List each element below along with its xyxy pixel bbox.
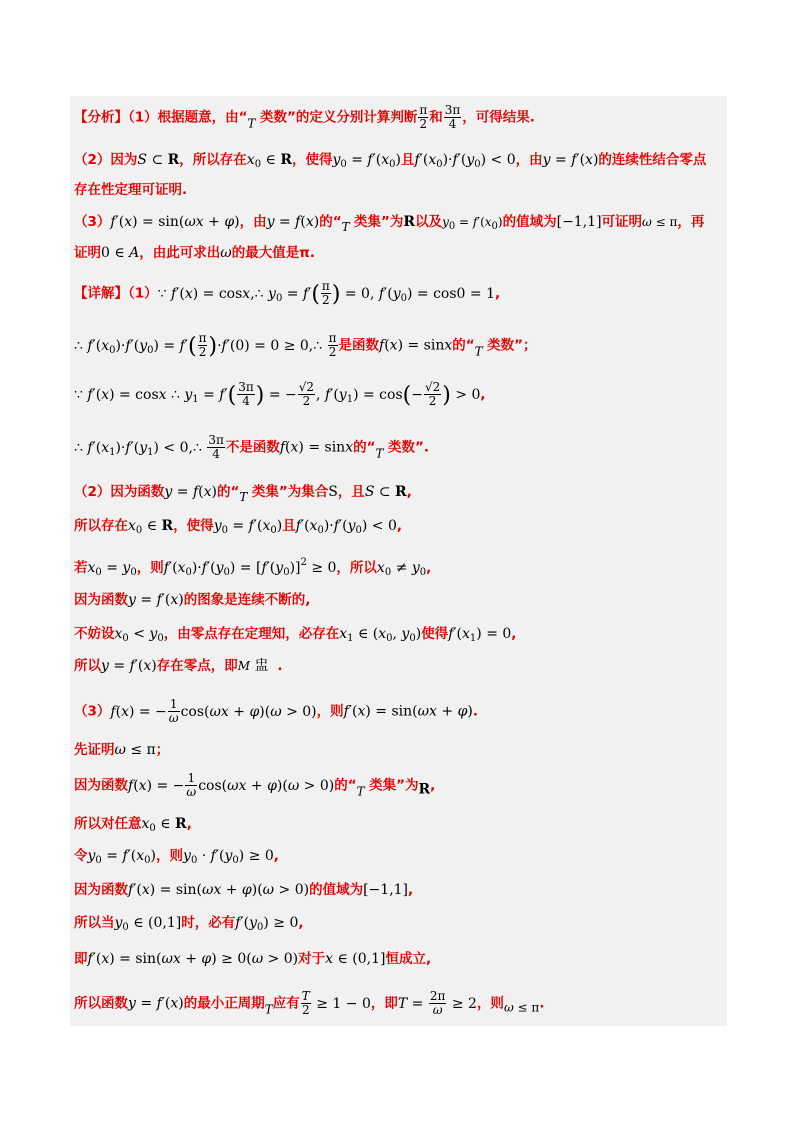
frac-pi-2: $\frac{\pi}{2}$ <box>419 103 428 131</box>
part3-line-1: （3）f(x) = − $\frac{1}{\omega}$ cos(ωx + φ)(ω > 0)，则f′(x) = sin(ωx + φ). <box>74 697 478 725</box>
part2-line-3: 若$x_0 = y_0$，则$f'(x_0)\cdot f'(y_0) = [f'(y_0)]^2 \ge 0$，所以$x_0 \ne y_0$, <box>74 557 432 578</box>
detail-line-1: 【详解】（1）∵ f′(x) = cosx,∴ $y_0 = f'$( $\frac{\pi}{2}$ ) = 0, $f'(y_0) = \cos 0 = 1$, <box>74 279 501 307</box>
part3-line-3: 因为函数f(x) = − $\frac{1}{\omega}$ cos(ωx + φ)(ω > 0)的“T 类集”为R, <box>74 771 436 799</box>
part3-line-2: 先证明ω ≤ π； <box>74 742 170 758</box>
part3-line-9: 所以函数y = f′(x)的最小正周期T应有 $\frac{T}{2}$ ≥ 1 − 0，即T = $\frac{2\pi}{\omega}$ ≥ 2，则ω ≤ π. <box>74 989 545 1017</box>
part3-line-7: 所以当$y_0$ ∈ (0,1]时，必有$f'(y_0) \ge 0$, <box>74 915 304 933</box>
frac-3pi-4: $\frac{3\pi}{4}$ <box>444 103 461 131</box>
part3-line-4: 所以对任意$x_0$ ∈ R, <box>74 816 192 834</box>
part2-line-6: 所以y = f′(x)存在零点，即M 盅 . <box>74 658 283 674</box>
analysis-line-3b: 证明0 ∈ A，由此可求出ω的最大值是π. <box>74 245 316 261</box>
part3-line-5: 令$y_0 = f'(x_0)$，则$y_0 \cdot f'(y_0) \ge 0$, <box>74 848 279 866</box>
part3-line-6: 因为函数f′(x) = sin(ωx + φ)(ω > 0)的值域为[−1,1], <box>74 882 414 898</box>
part3-line-8: 即f′(x) = sin(ωx + φ) ≥ 0(ω > 0)对于x ∈ (0,1]恒成立, <box>74 951 432 967</box>
part2-line-1: （2）因为函数y = f(x)的“T 类集”为集合S，且S ⊂ R, <box>74 484 412 504</box>
detail-line-2: ∴ $f'(x_0)\cdot f'(y_0) = f'$( $\frac{\pi}{2}$ )·f′(0) = 0 ≥ 0,∴ $\frac{\pi}{2}$ 是函数f(x) = sinx的“T 类数”； <box>74 331 537 359</box>
detail-line-4: ∴ $f'(x_1)\cdot f'(y_1)$ < 0,∴ $\frac{3\pi}{4}$ 不是函数f(x) = sinx的“T 类数”. <box>74 433 429 461</box>
analysis-line-1: 【分析】（1）根据题意，由“T 类数”的定义分别计算判断 $\frac{\pi}{2}$ 和 $\frac{3\pi}{4}$ ，可得结果. <box>74 103 535 131</box>
part2-line-4: 因为函数y = f′(x)的图象是连续不断的, <box>74 592 311 608</box>
analysis-line-2: （2）因为S ⊂ R，所以存在$x_0$ ∈ R，使得$y_0 = f'(x_0)$且$f'(x_0)\cdot f'(y_0) < 0$，由y = f′(x)的连续性结合零点 <box>74 152 707 170</box>
analysis-line-3: （3）f′(x) = sin(ωx + φ)，由y = f(x)的“T 类集”为R以及$y_0 = f'(x_0)$的值域为[−1,1]可证明ω ≤ π，再 <box>74 214 705 234</box>
detail-line-3: ∵ f′(x) = cosx ∴ $y_1 = f'$( $\frac{3\pi}{4}$ ) = − $\frac{√2}{2}$ , $f'(y_1) = \cos(-$ $\frac{√2}{2}$ ) > 0, <box>74 380 486 408</box>
analysis-line-2b: 存在性定理可证明. <box>74 182 188 198</box>
part2-line-2: 所以存在$x_0$ ∈ R，使得$y_0 = f'(x_0)$且$f'(x_0)\cdot f'(y_0) < 0$, <box>74 518 402 536</box>
part2-line-5: 不妨设$x_0 < y_0$，由零点存在定理知，必存在$x_1$ ∈ ($x_0$, $y_0$)使得$f'(x_1) = 0$, <box>74 626 517 644</box>
